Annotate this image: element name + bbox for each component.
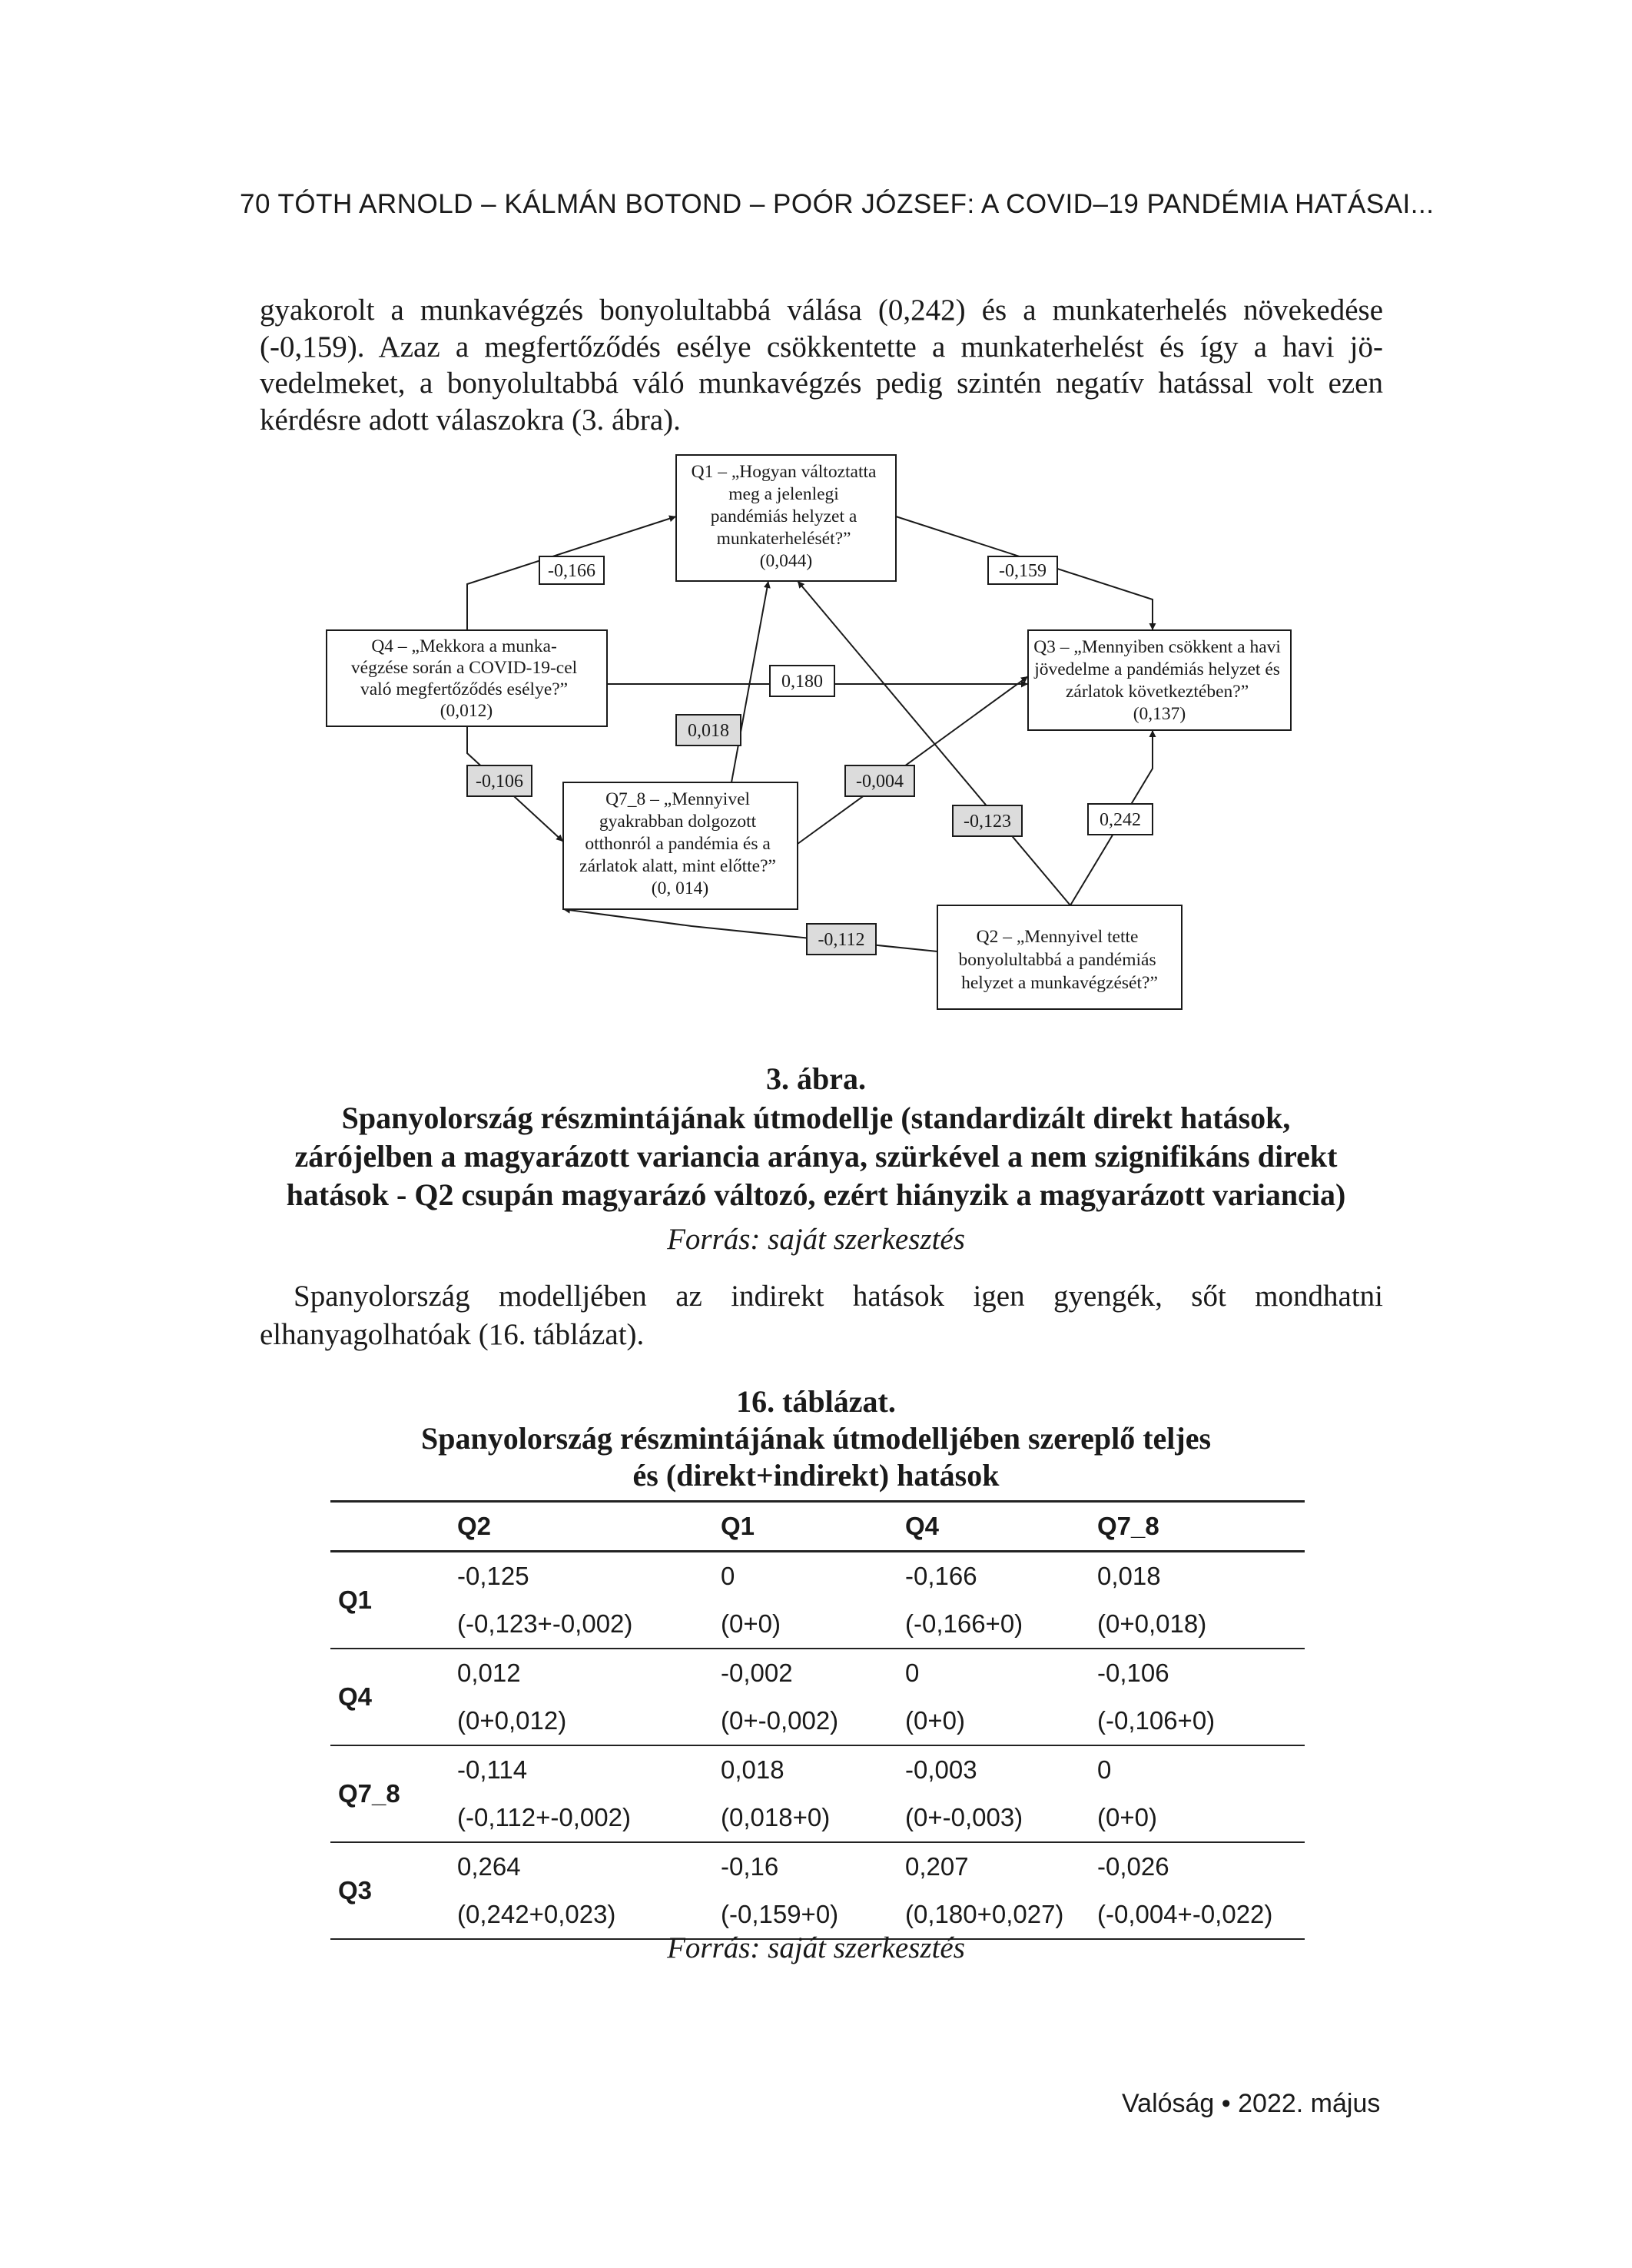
coef-q4-q78 — [467, 765, 532, 796]
column-header: Q4 — [905, 1502, 1097, 1552]
path-q78-q1-arrow — [731, 581, 768, 782]
table-cell: -0,026 — [1097, 1852, 1169, 1881]
table-header-row — [330, 1502, 1305, 1552]
figure-caption-line: hatások - Q2 csupán magyarázó változó, ezért hiányzik a magyarázott variancia) — [286, 1177, 1346, 1212]
path-model-diagram — [0, 0, 1632, 1022]
node-q7-8 — [563, 782, 798, 909]
node-q78-line: (0, 014) — [651, 878, 709, 898]
table-cell: (-0,166+0) — [905, 1600, 1097, 1649]
node-q78-line: otthonról a pandémia és a — [585, 834, 771, 854]
table-cell: -0,125 — [457, 1562, 529, 1590]
table-row — [330, 1552, 1305, 1601]
table-cell: (0+-0,002) — [721, 1697, 905, 1745]
coef-q2-q1 — [953, 805, 1022, 836]
table-cell: -0,16 — [721, 1852, 779, 1881]
node-q78-line: zárlatok alatt, mint előtte?” — [579, 856, 776, 876]
node-q1-line: munkaterhelését?” — [716, 529, 851, 549]
running-head: 70 TÓTH ARNOLD – KÁLMÁN BOTOND – POÓR JÓZSEF: A COVID–19 PANDÉMIA HATÁSAI... — [240, 189, 1435, 219]
table-cell: 0,207 — [905, 1852, 969, 1881]
node-q1-line: (0,044) — [759, 551, 813, 571]
paragraph-line: Spanyolország modelljében az indirekt hatások igen gyengék, sőt mondhatni — [294, 1280, 1383, 1313]
table-cell: (0+0) — [1097, 1794, 1305, 1842]
coef-q2-q78 — [807, 924, 876, 955]
svg-text:-0,123: -0,123 — [964, 812, 1011, 832]
body-paragraph-2 — [260, 1277, 1383, 1354]
node-q1-line: meg a jelenlegi — [728, 484, 839, 504]
node-q4-line: (0,012) — [440, 701, 493, 721]
figure-caption — [246, 1099, 1386, 1214]
table-row — [330, 1842, 1305, 1891]
node-q2-line: Q2 – „Mennyivel tette — [976, 927, 1139, 947]
table-row — [330, 1649, 1305, 1697]
svg-text:0,180: 0,180 — [781, 672, 823, 692]
row-header: Q3 — [330, 1842, 457, 1939]
table-cell: 0 — [905, 1659, 920, 1687]
node-q3-line: jövedelme a pandémiás helyzet és — [1034, 659, 1280, 679]
figure-source: Forrás: saját szerkesztés — [667, 1223, 965, 1256]
row-header: Q4 — [330, 1649, 457, 1745]
table-title-line: és (direkt+indirekt) hatások — [632, 1458, 1000, 1493]
table-cell: 0 — [1097, 1755, 1112, 1784]
svg-text:-0,166: -0,166 — [548, 561, 595, 581]
svg-text:-0,004: -0,004 — [856, 772, 904, 792]
coef-q78-q3 — [845, 765, 914, 796]
node-q2-line: helyzet a munkavégzését?” — [961, 973, 1158, 993]
node-q3-line: zárlatok következtében?” — [1066, 682, 1249, 702]
table-cell: 0,012 — [457, 1659, 521, 1687]
paragraph-line: kérdésre adott válaszokra (3. ábra). — [260, 403, 681, 437]
table-row — [330, 1600, 1305, 1649]
node-q3-line: Q3 – „Mennyiben csökkent a havi — [1033, 637, 1281, 657]
table-title-line: Spanyolország részmintájának útmodelljében szereplő teljes — [420, 1421, 1212, 1456]
node-q78-line: Q7_8 – „Mennyivel — [605, 789, 751, 809]
table-cell: 0 — [721, 1562, 735, 1590]
node-q1 — [676, 455, 896, 581]
svg-text:-0,112: -0,112 — [818, 930, 865, 950]
column-header: Q2 — [457, 1502, 721, 1552]
node-q1-line: pandémiás helyzet a — [710, 506, 857, 526]
node-q4-line: való megfertőződés esélye?” — [360, 679, 569, 699]
table-cell: -0,114 — [457, 1755, 528, 1784]
table-source: Forrás: saját szerkesztés — [667, 1931, 965, 1964]
coef-q4-q1 — [539, 556, 604, 584]
row-header: Q7_8 — [330, 1745, 457, 1842]
table-cell: -0,003 — [905, 1755, 977, 1784]
column-header: Q1 — [721, 1502, 905, 1552]
table-cell: -0,106 — [1097, 1659, 1169, 1687]
node-q4 — [327, 630, 607, 726]
svg-text:-0,159: -0,159 — [999, 561, 1047, 581]
table-cell: (0+0,012) — [457, 1697, 721, 1745]
table-row — [330, 1697, 1305, 1745]
table-cell: (-0,106+0) — [1097, 1697, 1305, 1745]
table-cell: (0+0) — [905, 1697, 1097, 1745]
node-q1-line: Q1 – „Hogyan változtatta — [691, 462, 877, 482]
figure-number: 3. ábra. — [766, 1061, 866, 1096]
table-cell: -0,002 — [721, 1659, 793, 1687]
table-row — [330, 1745, 1305, 1794]
table-row — [330, 1794, 1305, 1842]
node-q78-line: gyakrabban dolgozott — [599, 812, 757, 832]
svg-text:-0,106: -0,106 — [476, 772, 523, 792]
node-q2-line: bonyolultabbá a pandémiás — [958, 950, 1156, 970]
paragraph-line: elhanyagolhatóak (16. táblázat). — [260, 1318, 645, 1351]
row-header: Q1 — [330, 1552, 457, 1649]
svg-text:0,018: 0,018 — [688, 721, 729, 741]
table-cell: (-0,004+-0,022) — [1097, 1891, 1305, 1939]
svg-text:Q2 – „Mennyivel tette bo — [959, 927, 1161, 993]
node-q3 — [1028, 630, 1291, 730]
table-number: 16. táblázat. — [736, 1384, 896, 1419]
figure-caption-line: Spanyolország részmintájának útmodellje (standardizált direkt hatások, — [341, 1101, 1291, 1135]
table-cell: (0+0) — [721, 1600, 905, 1649]
page-footer: Valóság • 2022. május — [1122, 2089, 1381, 2118]
coef-q4-q3 — [770, 666, 834, 696]
column-header — [330, 1502, 457, 1552]
table-cell: (0,018+0) — [721, 1794, 905, 1842]
table-cell: (0,242+0,023) — [457, 1891, 721, 1939]
path-q2-q78-arrow — [563, 909, 937, 951]
table-cell: (-0,112+-0,002) — [457, 1794, 721, 1842]
paragraph-line: (-0,159). Azaz a megfertőződés esélye csökkentette a munkaterhelést és így a havi jö- — [260, 330, 1383, 364]
table-title — [307, 1420, 1325, 1494]
paragraph-line: gyakorolt a munkavégzés bonyolultabbá válása (0,242) és a munkaterhelés növekedése — [260, 294, 1383, 327]
node-q2 — [937, 905, 1182, 1009]
node-q4-line: végzése során a COVID-19-cel — [350, 658, 578, 678]
table-cell: -0,166 — [905, 1562, 977, 1590]
table-cell: 0,018 — [1097, 1562, 1161, 1590]
svg-text:0,242: 0,242 — [1100, 810, 1141, 830]
table-cell: 0,018 — [721, 1755, 784, 1784]
node-q3-line: (0,137) — [1133, 704, 1186, 724]
effects-table — [330, 1500, 1305, 1940]
column-header: Q7_8 — [1097, 1502, 1305, 1552]
paragraph-line: vedelmeket, a bonyolultabbá váló munkavégzés pedig szintén negatív hatással volt ezen — [260, 367, 1383, 400]
coef-q2-q3 — [1088, 804, 1153, 835]
table-cell: (-0,123+-0,002) — [457, 1600, 721, 1649]
table-cell: (-0,159+0) — [721, 1891, 905, 1939]
table-cell: (0+0,018) — [1097, 1600, 1305, 1649]
table-cell: (0,180+0,027) — [905, 1891, 1097, 1939]
table-cell: (0+-0,003) — [905, 1794, 1097, 1842]
coef-q1-q3 — [988, 556, 1057, 584]
coef-q78-q1 — [676, 715, 741, 745]
figure-caption-line: zárójelben a magyarázott variancia aránya, szürkével a nem szignifikáns direkt — [294, 1139, 1338, 1174]
node-q4-line: Q4 – „Mekkora a munka- — [371, 636, 557, 656]
table-cell: 0,264 — [457, 1852, 521, 1881]
